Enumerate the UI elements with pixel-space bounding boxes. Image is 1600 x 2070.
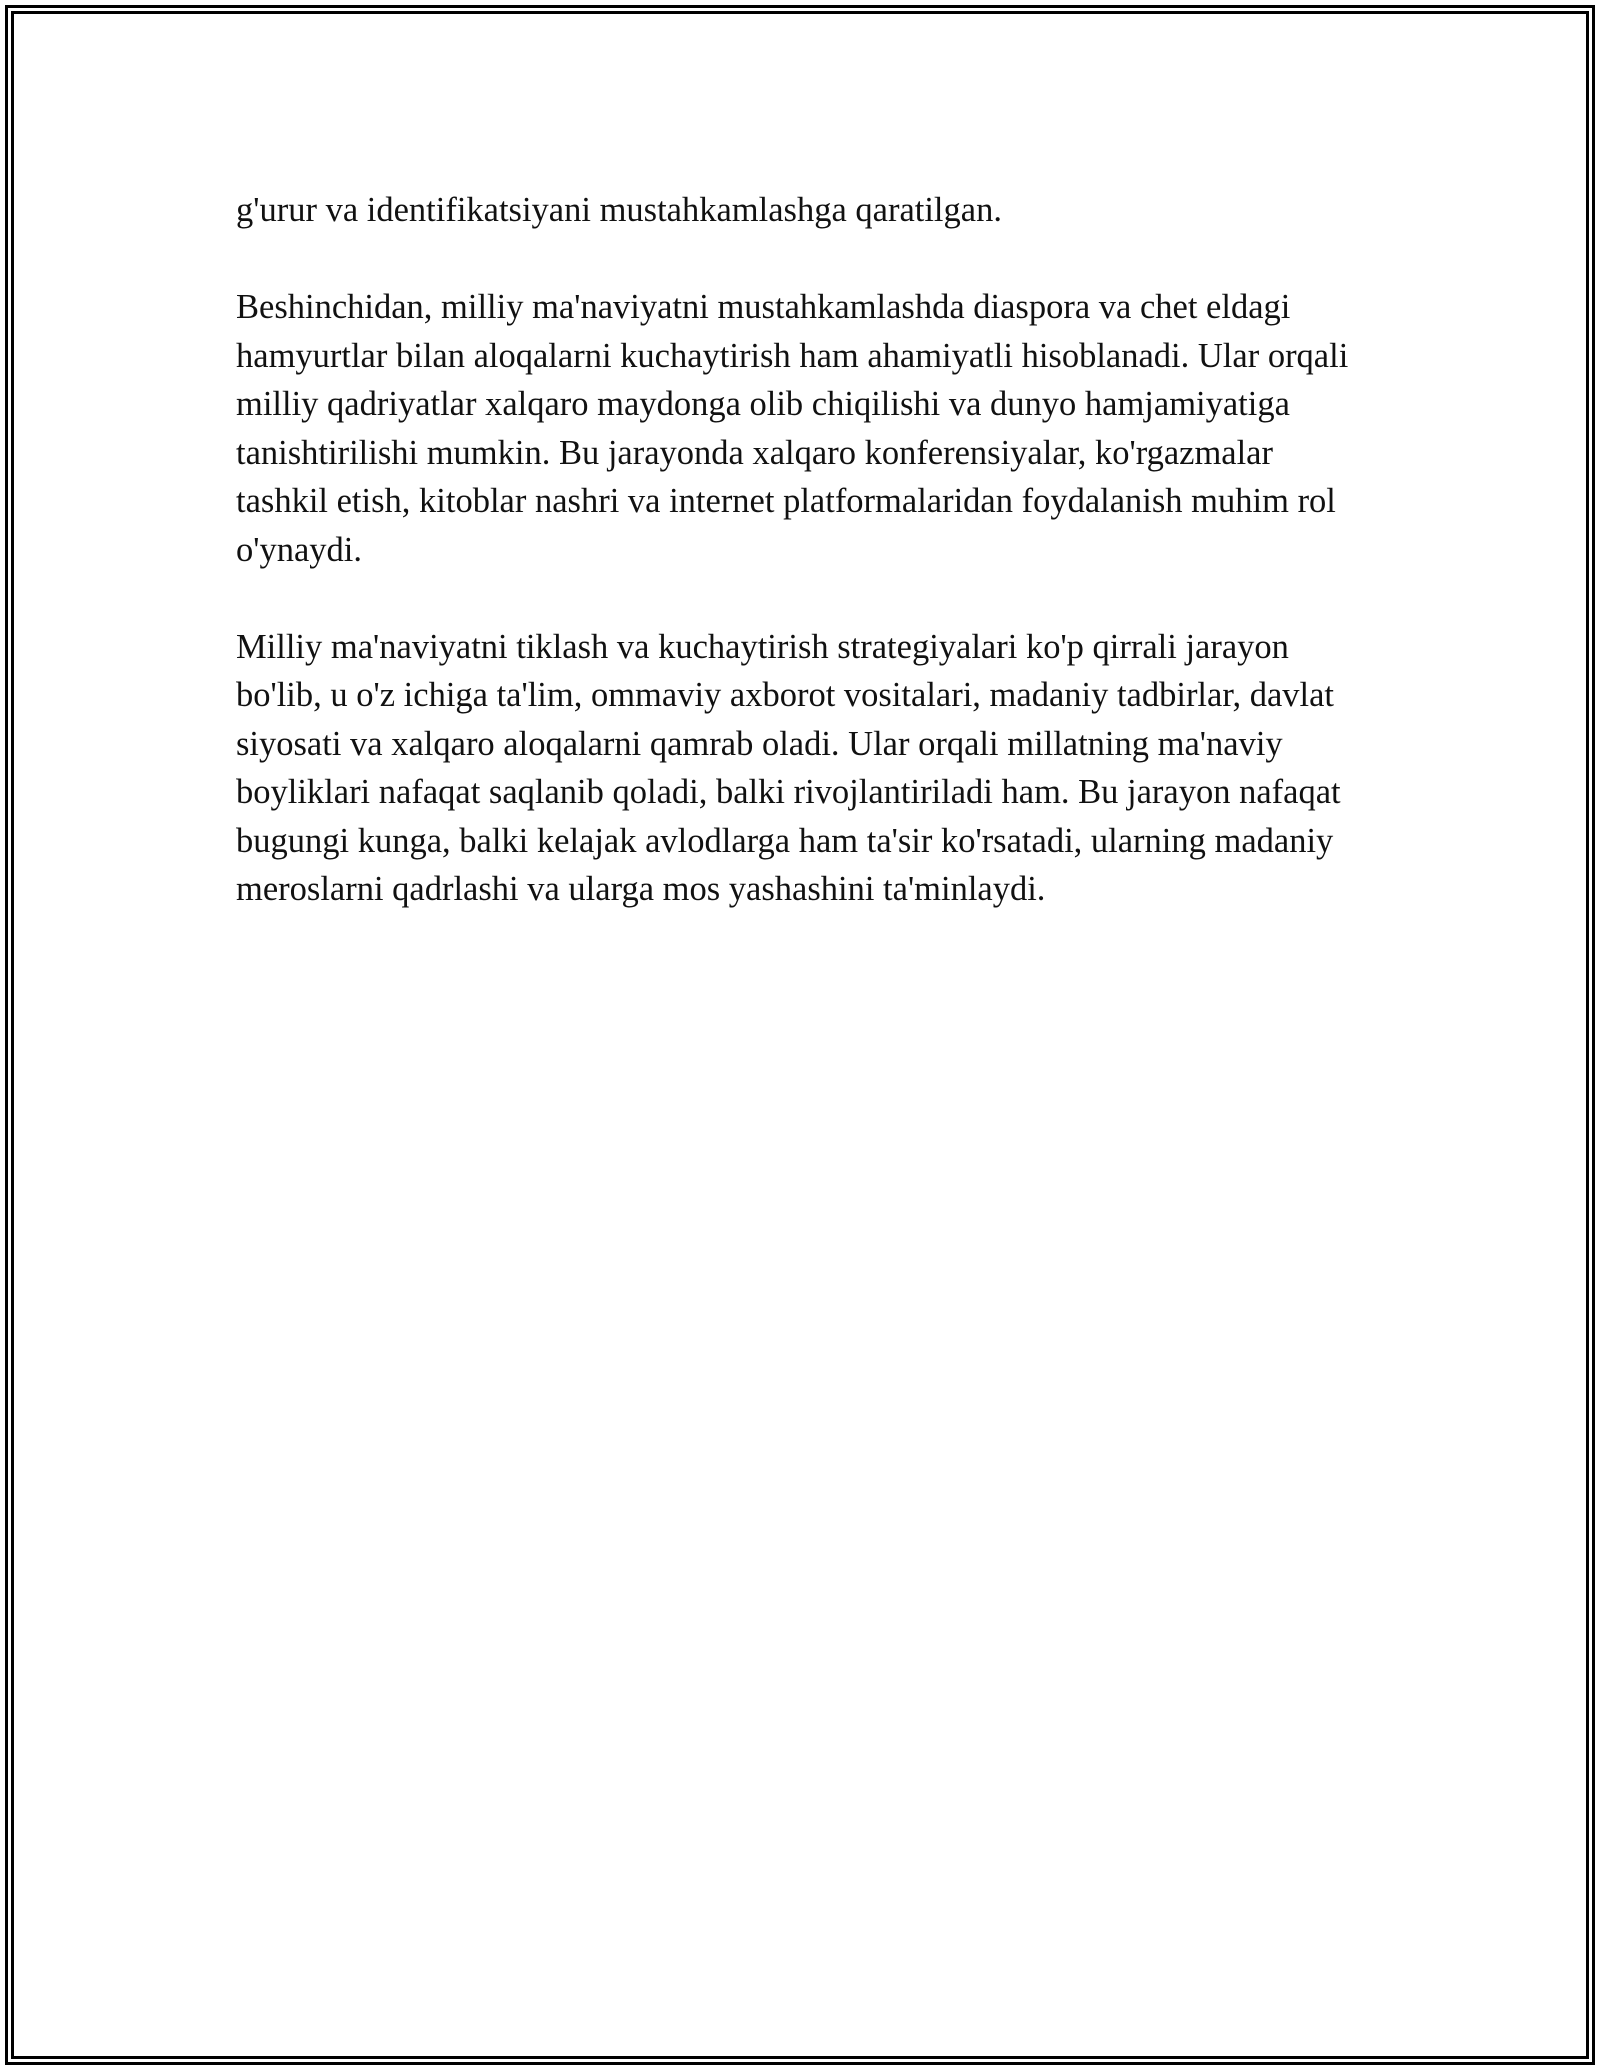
document-body	[236, 186, 1366, 962]
paragraph-3: Milliy ma'naviyatni tiklash va kuchaytirish strategiyalari ko'p qirrali jarayon bo'lib, u o'z ichiga ta'lim, ommaviy axborot vositalari, madaniy tadbirlar, davlat siyosati va xalqaro aloqalarni qamrab oladi. Ular orqali millatning ma'naviy boyliklari nafaqat saqlanib qoladi, balki rivojlantiriladi ham. Bu jarayon nafaqat bugungi kunga, balki kelajak avlodlarga ham ta'sir ko'rsatadi, ularning madaniy meroslarni qadrlashi va ularga mos yashashini ta'minlaydi.	[236, 627, 1341, 908]
paragraph-2: Beshinchidan, milliy ma'naviyatni mustahkamlashda diaspora va chet eldagi hamyurtlar bilan aloqalarni kuchaytirish ham ahamiyatli hisoblanadi. Ular orqali milliy qadriyatlar xalqaro maydonga olib chiqilishi va dunyo hamjamiyatiga tanishtirilishi mumkin. Bu jarayonda xalqaro konferensiyalar, ko'rgazmalar tashkil etish, kitoblar nashri va internet platformalaridan foydalanish muhim rol o'ynaydi.	[236, 288, 1349, 569]
paragraph-1: g'urur va identifikatsiyani mustahkamlashga qaratilgan.	[236, 191, 1002, 229]
